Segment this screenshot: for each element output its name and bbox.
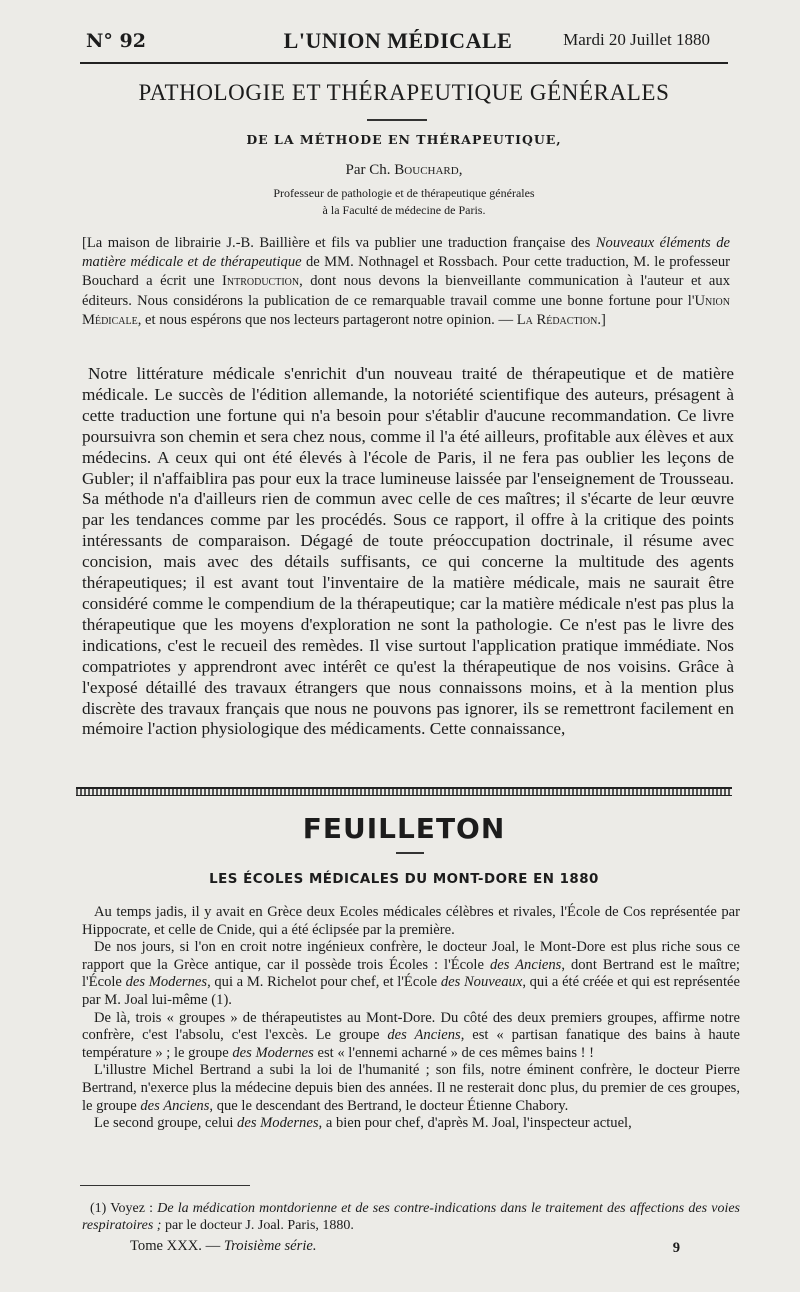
affiliation-line: à la Faculté de médecine de Paris. xyxy=(322,203,486,217)
paragraph: De là, trois « groupes » de thérapeutistes au Mont-Dore. Du côté des deux premiers groupes, affirme notre confrère, c'est l'absolu, c'est l'excès. Le groupe des Anciens, est « partisan fanatique des bains à haute température » ; le groupe des Modernes est « l'ennemi acharné » de ces mêmes bains ! ! xyxy=(82,1009,740,1061)
volume-label: Tome XXX. — Troisième série. xyxy=(130,1238,317,1254)
author-prefix: Par Ch. xyxy=(345,162,391,178)
feuilleton-heading: FEUILLETON xyxy=(302,812,506,845)
note-text: [La maison de librairie J.-B. Baillière et fils va publier une traduction française des xyxy=(82,235,596,251)
affiliation-line: Professeur de pathologie et de thérapeutique générales xyxy=(273,186,535,200)
note-text: , dont nous devons la bienveillante communication à l'auteur et aux éditeurs. Nous considérons la publication de ce remarquable travail comme une bonne fortune pour l' xyxy=(82,273,731,309)
section-title: PATHOLOGIE ET THÉRAPEUTIQUE GÉNÉRALES xyxy=(138,80,670,105)
editorial-note xyxy=(82,234,730,330)
note-text: .] xyxy=(597,311,606,328)
feuilleton-body xyxy=(82,904,740,1133)
page-number: 9 xyxy=(672,1240,680,1256)
page-header xyxy=(86,28,710,54)
footnote: (1) Voyez : De la médication montdorienne et de ses contre-indications dans le traitement des affections des voies respiratoires ; par le docteur J. Joal. Paris, 1880. xyxy=(82,1201,740,1233)
feuilleton-rule xyxy=(396,852,424,854)
paragraph: Au temps jadis, il y avait en Grèce deux Ecoles médicales célèbres et rivales, l'École de Cos représentée par Hippocrate, et celle de Cnide, qui a été éclipsée par la première. xyxy=(82,904,740,938)
header-rule xyxy=(80,62,728,64)
feuilleton-divider xyxy=(76,787,732,796)
issue-date: Mardi 20 Juillet 1880 xyxy=(563,30,710,49)
journal-title: L'UNION MÉDICALE xyxy=(283,28,513,53)
article-author xyxy=(80,162,728,179)
feuilleton-title: LES ÉCOLES MÉDICALES DU MONT-DORE EN 1880 xyxy=(209,872,599,887)
article-body: Notre littérature médicale s'enrichit d'un nouveau traité de thérapeutique et de matière médicale. Le succès de l'édition allemande, la notoriété scientifique des auteurs, présagent à cette traduction une fortune qui n'a besoin pour s'établir d'aucune recommandation. Ce livre poursuivra son chemin et sera chez nous, comme il l'a été ailleurs, profitable aux élèves et aux médecins. A ceux qui ont été élevés à l'école de Paris, il ne fera pas oublier les leçons de Gubler; il n'affaiblira pas pour eux la trace lumineuse laissée par l'enseignement de Trousseau. Sa méthode n'a d'ailleurs rien de commun avec celle de ces maîtres; il s'écarte de leur œuvre par les tendances comme par les procédés. Sous ce rapport, il offre à la critique des points intéressants de comparaison. Dégagé de toute préoccupation doctrinale, il résume avec concision, mais avec des détails suffisants, ce qui concerne la multitude des agents thérapeutiques; il est avant tout l'inventaire de la matière médicale, mais ne saurait être considéré comme le compendium de la thérapeutique; car la matière médicale n'est pas plus la thérapeutique que les moyens d'exploration ne sont la pathologie. Ce n'est pas le livre des indications, c'est le recueil des remèdes. Il vise surtout l'application pratique immédiate. Nos compatriotes y apprendront avec intérêt ce qu'est la thérapeutique de nos voisins. Grâce à l'exposé détaillé des travaux étrangers que nous connaissons moins, et à la mention plus discrète des travaux français que nous ne pouvons pas ignorer, ils se remettront facilement en mémoire l'action physiologique des médicaments. Cette connaissance, xyxy=(82,364,734,739)
section-divider xyxy=(367,119,427,121)
author-name: Bouchard, xyxy=(394,162,463,178)
issue-number: N° 92 xyxy=(86,30,146,52)
paragraph: Le second groupe, celui des Modernes, a bien pour chef, d'après M. Joal, l'inspecteur actuel, xyxy=(94,1115,632,1132)
page-footer xyxy=(130,1238,680,1258)
book-title: Nouveaux éléments de matière médicale et de thérapeutique xyxy=(82,235,730,271)
article-title: DE LA MÉTHODE EN THÉRAPEUTIQUE, xyxy=(246,132,562,147)
author-affiliation xyxy=(80,185,728,219)
paragraph: L'illustre Michel Bertrand a subi la loi de l'humanité ; son fils, notre éminent confrère, le docteur Pierre Bertrand, n'exerce plus la médecine depuis bien des années. Il ne resterait donc plus, du premier de ces groupes, le groupe des Anciens, que le descendant des Bertrand, le docteur Étienne Chabory. xyxy=(82,1062,740,1114)
footnote-rule xyxy=(80,1185,250,1186)
note-text: de MM. Nothnagel et Rossbach. Pour cette traduction, M. le professeur Bouchard a écrit une xyxy=(82,254,730,290)
note-smallcaps: La Rédaction xyxy=(516,311,598,328)
note-smallcaps: Union Médicale xyxy=(82,292,730,328)
note-smallcaps: Introduction xyxy=(222,273,300,290)
paragraph: De nos jours, si l'on en croit notre ingénieux confrère, le docteur Joal, le Mont-Dore est plus riche sous ce rapport que la Grèce antique, car il possède trois Écoles : l'École des Anciens, dont Bertrand est le maître; l'École des Modernes, qui a M. Richelot pour chef, et l'École des Nouveaux, qui a été créée et qui est représentée par M. Joal lui-même (1). xyxy=(82,939,740,1008)
note-text: , et nous espérons que nos lecteurs partageront notre opinion. — xyxy=(137,311,517,328)
